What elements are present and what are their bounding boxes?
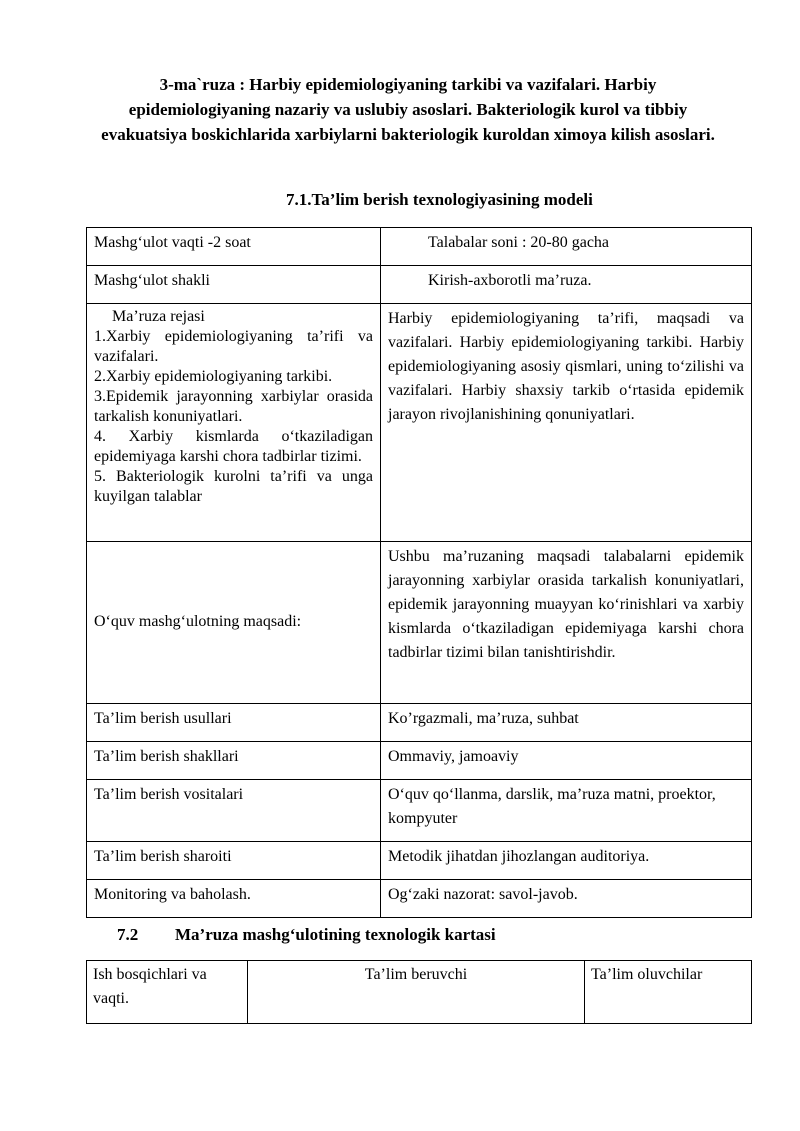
forms-value-cell: Ommaviy, jamoaviy (381, 742, 752, 780)
goal-value-cell: Ushbu ma’ruzaning maqsadi talabalarni epidemik jarayonning xarbiylar orasida tarkalish konuniyatlari, epidemik jarayonning muayyan ko‘rinishlari va xarbiy kismlarda o‘tkaziladigan epidemiyaga karshi chora tadbirlar tizimi bilan tanishtirishdir. (381, 542, 752, 704)
table-row (87, 228, 752, 266)
students-label: Talabalar soni : 20-80 gacha (428, 234, 610, 251)
forms-label-cell: Ta’lim berish shakllari (87, 742, 381, 780)
methods-value-cell: Ko’rgazmali, ma’ruza, suhbat (381, 704, 752, 742)
table-row (87, 742, 752, 780)
students-cell (381, 228, 752, 266)
form-label-cell: Mashg‘ulot shakli (87, 266, 381, 304)
table-row (87, 542, 752, 704)
plan-item-2: 2.Xarbiy epidemiologiyaning tarkibi. (94, 368, 333, 385)
section-7-1-title: 7.1.Ta’lim berish texnologiyasining modeli (286, 190, 593, 209)
monitoring-label-cell: Monitoring va baholash. (87, 880, 381, 918)
table-row (87, 780, 752, 842)
tools-value-cell: O‘quv qo‘llanma, darslik, ma’ruza matni, proektor, kompyuter (381, 780, 752, 842)
table-header-row (87, 961, 752, 1024)
plan-item-5: 5. Bakteriologik kurolni ta’rifi va unga kuyilgan talablar (94, 468, 373, 505)
goal-label-cell: O‘quv mashg‘ulotning maqsadi: (87, 542, 381, 704)
monitoring-value-cell: Og‘zaki nazorat: savol-javob. (381, 880, 752, 918)
methods-label-cell: Ta’lim berish usullari (87, 704, 381, 742)
conditions-value-cell: Metodik jihatdan jihozlangan auditoriya. (381, 842, 752, 880)
plan-content-cell: Harbiy epidemiologiyaning ta’rifi, maqsadi va vazifalari. Harbiy epidemiologiyaning tarkibi. Harbiy epidemiologiyaning asosiy qismlari, uning to‘zilishi va vazifalari. Harbiy shaxsiy tarkib o‘rtasida epidemik jarayon rivojlanishining qonuniyatlari. (381, 304, 752, 542)
technology-card-table (86, 960, 752, 1024)
tools-label-cell: Ta’lim berish vositalari (87, 780, 381, 842)
plan-item-4: 4. Xarbiy kismlarda o‘tkaziladigan epidemiyaga karshi chora tadbirlar tizimi. (94, 428, 373, 465)
conditions-label-cell: Ta’lim berish sharoiti (87, 842, 381, 880)
table-row (87, 266, 752, 304)
table-row (87, 704, 752, 742)
lecture-plan-cell (87, 304, 381, 542)
teaching-model-table (86, 227, 752, 918)
section-7-2-heading (117, 923, 496, 947)
plan-title: Ma’ruza rejasi (112, 308, 205, 325)
col-stages-header: Ish bosqichlari va vaqti. (87, 961, 248, 1024)
plan-item-3: 3.Epidemik jarayonning xarbiylar orasida tarkalish konuniyatlari. (94, 388, 373, 425)
table-row (87, 842, 752, 880)
plan-item-1: 1.Xarbiy epidemiologiyaning ta’rifi va vazifalari. (94, 328, 373, 365)
lecture-title: 3-ma`ruza : Harbiy epidemiologiyaning tarkibi va vazifalari. Harbiy epidemiologiyaning nazariy va uslubiy asoslari. Bakteriologik kurol va tibbiy evakuatsiya boskichlarida xarbiylarni bakteriologik kuroldan ximoya kilish asoslari. (101, 75, 715, 144)
section-number: 7.2 (117, 925, 139, 944)
section-7-2-title: Ma’ruza mashg‘ulotining texnologik kartasi (175, 925, 496, 944)
col-students-header: Ta’lim oluvchilar (585, 961, 752, 1024)
table-row (87, 880, 752, 918)
form-value-cell (381, 266, 752, 304)
table-row (87, 304, 752, 542)
form-value: Kirish-axborotli ma’ruza. (428, 272, 592, 289)
col-teacher-header: Ta’lim beruvchi (248, 961, 585, 1024)
duration-cell: Mashg‘ulot vaqti -2 soat (87, 228, 381, 266)
